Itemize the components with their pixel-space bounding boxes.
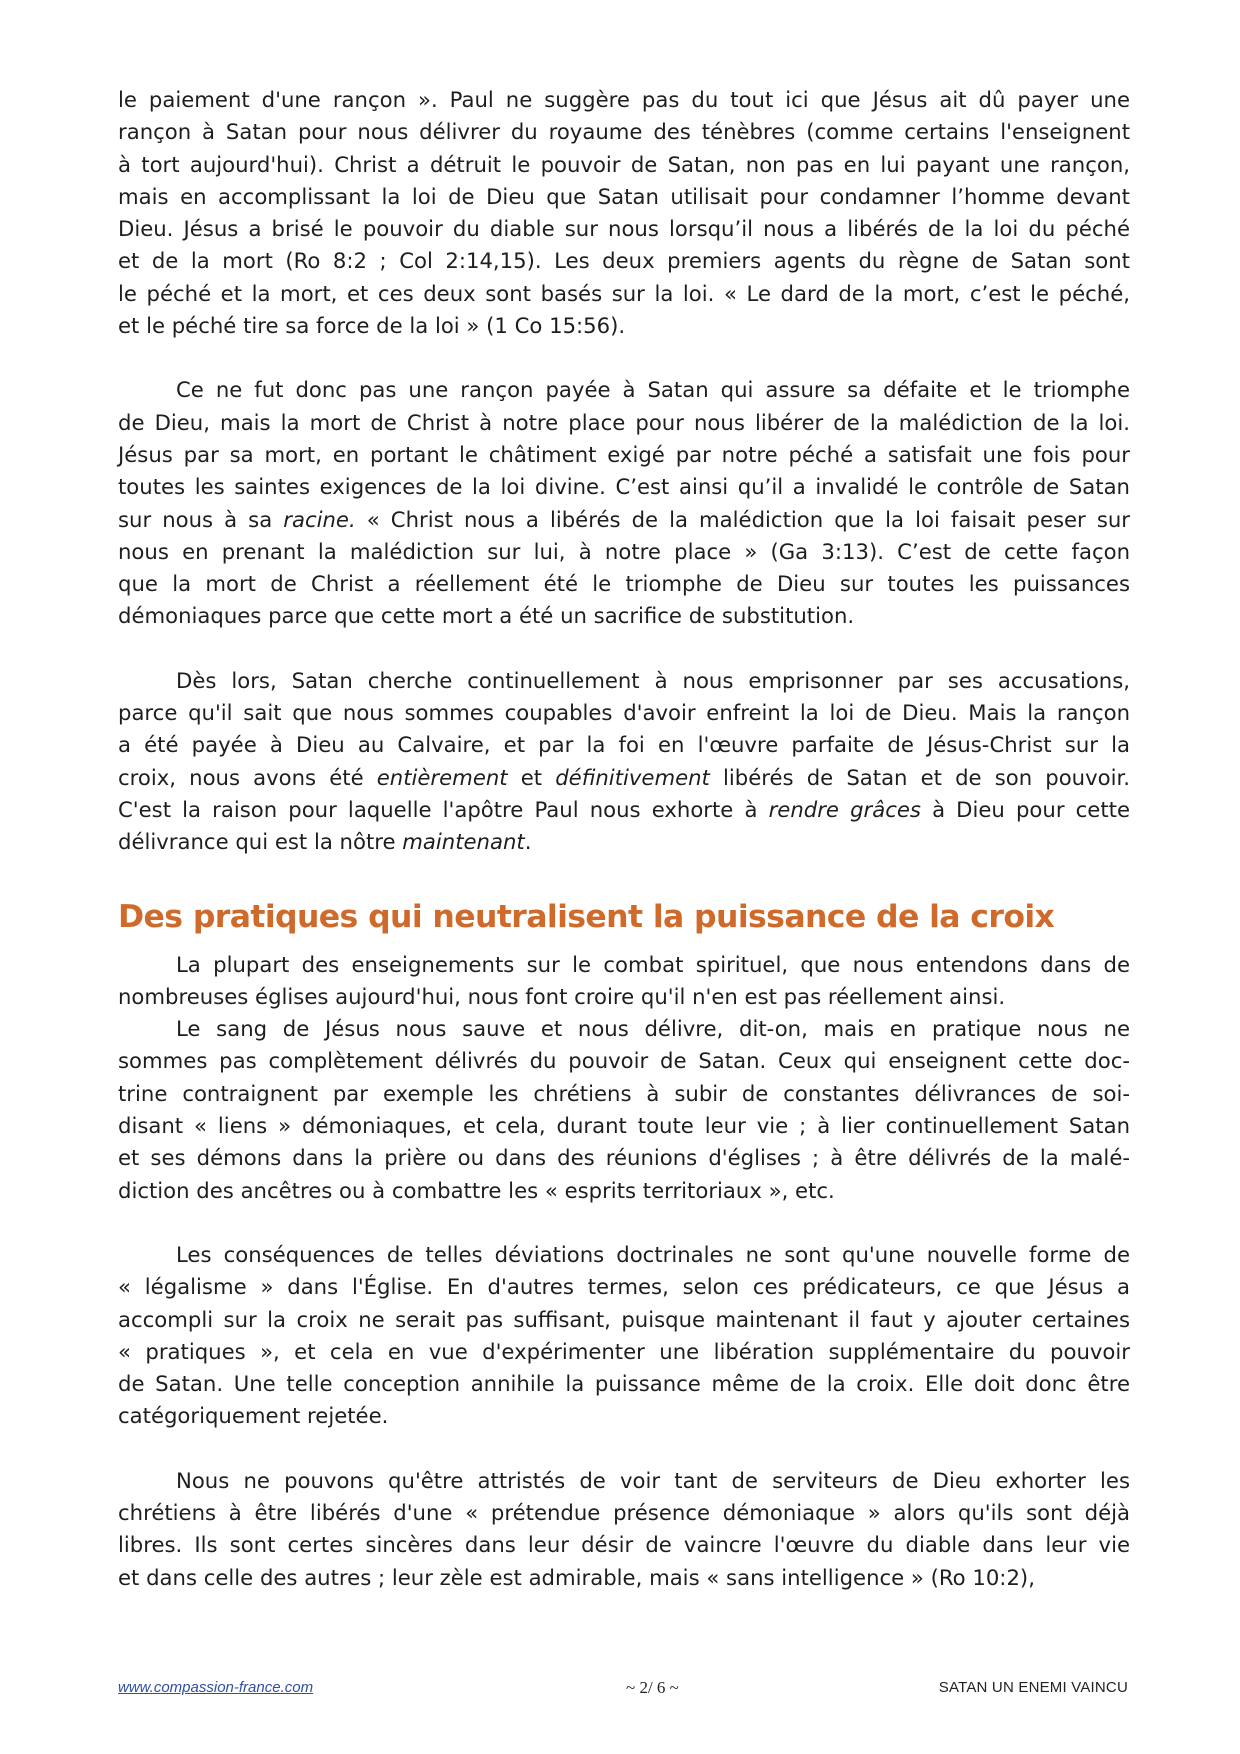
section-practices: [118, 949, 1130, 1594]
text-line: de Satan. Une telle conception annihile la puissance même de la croix. Elle doit donc être: [118, 1371, 1130, 1397]
text-line: « pratiques », et cela en vue d'expérimenter une libération supplémentaire du pouvoir: [118, 1338, 1130, 1364]
text-line: sur nous à sa racine. « Christ nous a libérés de la malédiction que la loi faisait peser sur: [118, 506, 1130, 532]
emphasis-text: maintenant: [402, 829, 525, 855]
emphasis-text: entièrement: [376, 764, 508, 790]
text-line: Dès lors, Satan cherche continuellement à nous emprisonner par ses accusations,: [176, 667, 1130, 693]
text-line: que la mort de Christ a réellement été le triomphe de Dieu sur toutes les puissances: [118, 571, 1130, 597]
body-paragraph: [118, 1013, 1130, 1207]
text-line: trine contraignent par exemple les chrétiens à subir de constantes délivrances de soi-: [118, 1080, 1130, 1106]
text-line: croix, nous avons été entièrement et définitivement libérés de Satan et de son pouvoir.: [118, 764, 1130, 790]
text-line: de Dieu, mais la mort de Christ à notre place pour nous libérer de la malédiction de la loi.: [118, 409, 1130, 435]
text-line: toutes les saintes exigences de la loi divine. C’est ainsi qu’il a invalidé le contrôle de Satan: [118, 474, 1130, 500]
text-line: démoniaques parce que cette mort a été un sacrifice de substitution.: [118, 603, 855, 629]
page-footer: [118, 1679, 1130, 1701]
text-line: parce qu'il sait que nous sommes coupables d'avoir enfreint la loi de Dieu. Mais la rançon: [118, 700, 1130, 726]
paragraph-gap: [118, 342, 1130, 374]
spacer: [118, 937, 1130, 949]
section-heading: Des pratiques qui neutralisent la puissance de la croix: [118, 898, 1055, 935]
text-line: Les conséquences de telles déviations doctrinales ne sont qu'une nouvelle forme de: [176, 1241, 1130, 1267]
text-line: Nous ne pouvons qu'être attristés de voir tant de serviteurs de Dieu exhorter les: [176, 1467, 1130, 1493]
text-line: chrétiens à être libérés d'une « prétendue présence démoniaque » alors qu'ils sont déjà: [118, 1499, 1130, 1525]
body-paragraph: [118, 84, 1130, 342]
text-line: Le sang de Jésus nous sauve et nous délivre, dit-on, mais en pratique nous ne: [176, 1016, 1130, 1042]
text-line: La plupart des enseignements sur le combat spirituel, que nous entendons dans de: [176, 951, 1130, 977]
text-line: le péché et la mort, et ces deux sont basés sur la loi. « Le dard de la mort, c’est le péché,: [118, 280, 1130, 306]
text-line: Jésus par sa mort, en portant le châtiment exigé par notre péché a satisfait une fois pour: [118, 441, 1130, 467]
body-paragraph: [118, 949, 1130, 1014]
text-line: a été payée à Dieu au Calvaire, et par la foi en l'œuvre parfaite de Jésus-Christ sur la: [118, 732, 1130, 758]
body-paragraph: [118, 1465, 1130, 1594]
text-line: diction des ancêtres ou à combattre les « esprits territoriaux », etc.: [118, 1177, 835, 1203]
text-line: Dieu. Jésus a brisé le pouvoir du diable sur nous lorsqu’il nous a libérés de la loi du péché: [118, 216, 1130, 242]
text-line: rançon à Satan pour nous délivrer du royaume des ténèbres (comme certains l'enseignent: [118, 119, 1130, 145]
text-line: nombreuses églises aujourd'hui, nous font croire qu'il n'en est pas réellement ainsi.: [118, 983, 1006, 1009]
text-line: « légalisme » dans l'Église. En d'autres termes, selon ces prédicateurs, ce que Jésus a: [118, 1274, 1130, 1300]
emphasis-text: racine.: [283, 506, 356, 532]
document-page: [118, 84, 1130, 1594]
document-title: SATAN UN ENEMI VAINCU: [938, 1679, 1128, 1696]
text-line: et le péché tire sa force de la loi » (1 Co 15:56).: [118, 313, 626, 339]
text-line: libres. Ils sont certes sincères dans leur désir de vaincre l'œuvre du diable dans leur vie: [118, 1532, 1130, 1558]
text-line: et ses démons dans la prière ou dans des réunions d'églises ; à être délivrés de la malé-: [118, 1145, 1130, 1171]
text-line: à tort aujourd'hui). Christ a détruit le pouvoir de Satan, non pas en lui payant une rançon,: [118, 151, 1130, 177]
emphasis-text: rendre grâces: [768, 796, 921, 822]
text-line: accompli sur la croix ne serait pas suffisant, puisque maintenant il faut y ajouter certaines: [118, 1306, 1130, 1332]
text-line: Ce ne fut donc pas une rançon payée à Satan qui assure sa défaite et le triomphe: [176, 377, 1130, 403]
text-line: disant « liens » démoniaques, et cela, durant toute leur vie ; à lier continuellement Satan: [118, 1113, 1130, 1139]
body-paragraph: [118, 1239, 1130, 1433]
text-line: le paiement d'une rançon ». Paul ne suggère pas du tout ici que Jésus ait dû payer une: [118, 87, 1130, 112]
body-paragraph: [118, 665, 1130, 859]
emphasis-text: définitivement: [555, 764, 710, 790]
paragraph-gap: [118, 1207, 1130, 1239]
spacer: [118, 859, 1130, 897]
text-line: mais en accomplissant la loi de Dieu que Satan utilisait pour condamner l’homme devant: [118, 183, 1130, 209]
body-paragraph: [118, 374, 1130, 632]
footer-website-link[interactable]: www.compassion-france.com: [118, 1679, 314, 1696]
text-line: sommes pas complètement délivrés du pouvoir de Satan. Ceux qui enseignent cette doc-: [118, 1048, 1130, 1074]
text-line: catégoriquement rejetée.: [118, 1403, 389, 1429]
text-line: et dans celle des autres ; leur zèle est admirable, mais « sans intelligence » (Ro 10:2),: [118, 1564, 1035, 1590]
page-number: ~ 2/ 6 ~: [626, 1678, 679, 1697]
text-line: et de la mort (Ro 8:2 ; Col 2:14,15). Les deux premiers agents du règne de Satan sont: [118, 248, 1130, 274]
paragraph-gap: [118, 633, 1130, 665]
paragraph-gap: [118, 1433, 1130, 1465]
text-line: délivrance qui est la nôtre maintenant.: [118, 829, 532, 855]
section-intro: [118, 84, 1130, 859]
text-line: nous en prenant la malédiction sur lui, à notre place » (Ga 3:13). C’est de cette façon: [118, 538, 1130, 564]
text-line: C'est la raison pour laquelle l'apôtre Paul nous exhorte à rendre grâces à Dieu pour cette: [118, 796, 1130, 822]
